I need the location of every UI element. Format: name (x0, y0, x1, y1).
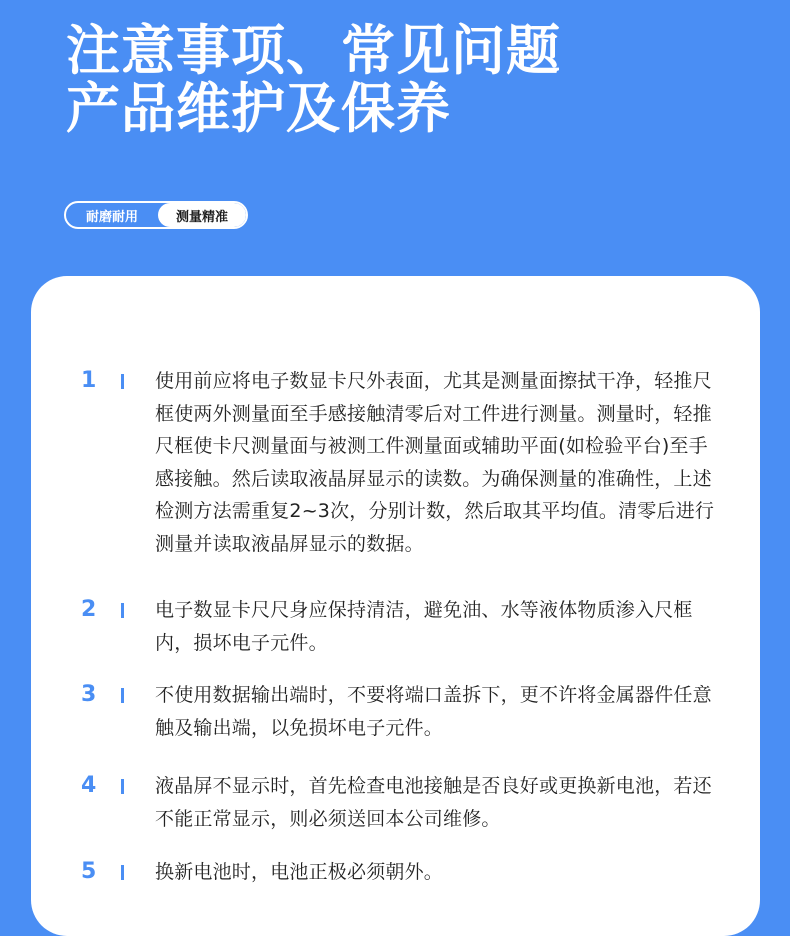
note-divider (121, 779, 124, 794)
page-title (66, 19, 561, 140)
note-divider (121, 865, 124, 880)
note-number: 5 (81, 859, 97, 884)
tab-accurate-measurement[interactable]: 测量精准 (158, 203, 246, 227)
note-text: 液晶屏不显示时，首先检查电池接触是否良好或更换新电池，若还不能正常显示，则必须送回本公司维修。 (155, 775, 712, 830)
note-number: 4 (81, 773, 97, 798)
notes-card (31, 276, 760, 936)
tab-wear-resistant[interactable]: 耐磨耐用 (85, 209, 138, 225)
note-text: 使用前应将电子数显卡尺外表面，尤其是测量面擦拭干净，轻推尺框使两外测量面至手感接触清零后对工件进行测量。测量时，轻推尺框使卡尺测量面与被测工件测量面或辅助平面(如检验平台)至手感接触。然后读取液晶屏显示的读数。为确保测量的准确性，上述检测方法需重复2~3次，分别计数，然后取其平均值。清零后进行测量并读取液晶屏显示的数据。 (155, 370, 715, 555)
note-text: 换新电池时，电池正极必须朝外。 (155, 861, 444, 883)
note-number: 2 (81, 597, 97, 622)
tab-switcher (64, 201, 248, 229)
note-text: 不使用数据输出端时，不要将端口盖拆下，更不许将金属器件任意触及输出端，以免损坏电子元件。 (155, 684, 712, 739)
note-number: 3 (81, 682, 97, 707)
title-line-2: 产品维护及保养 (66, 77, 451, 140)
title-line-1: 注意事项、常见问题 (66, 19, 561, 82)
note-number: 1 (81, 368, 97, 393)
note-divider (121, 603, 124, 618)
note-text: 电子数显卡尺尺身应保持清洁，避免油、水等液体物质渗入尺框内，损坏电子元件。 (155, 599, 693, 654)
note-divider (121, 688, 124, 703)
note-divider (121, 374, 124, 389)
